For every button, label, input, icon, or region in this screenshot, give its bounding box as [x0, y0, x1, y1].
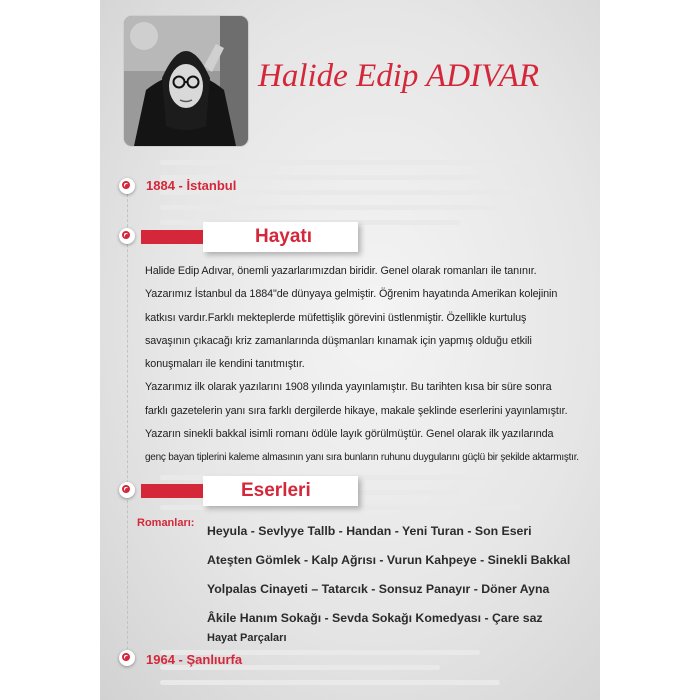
section-title: Hayatı [255, 226, 313, 247]
death-date: 1964 - Şanlıurfa [146, 652, 243, 667]
biography-line: farklı gazetelerin yanı sıra farklı dergilerde hikaye, makale şeklinde eserlerini yayınlamıştır. [145, 404, 568, 417]
novels-label: Romanları: [137, 517, 195, 529]
biography-line: Halide Edip Adıvar, önemli yazarlarımızdan biridir. Genel olarak romanları ile tanınır. [145, 265, 537, 277]
location-pin-icon [119, 650, 135, 666]
novels-line: Ateşten Gömlek - Kalp Ağrısı - Vurun Kahpeye - Sinekli Bakkal [207, 553, 571, 567]
location-pin-icon [119, 178, 135, 194]
timeline-line [127, 184, 128, 654]
birth-date: 1884 - İstanbul [146, 178, 237, 193]
biography-line: Yazarın sinekli bakkal isimli romanı ödüle layık görülmüştür. Genel olarak ilk yazılarında [145, 428, 554, 441]
biography-line: genç bayan tiplerini kaleme almasının yanı sıra bunların ruhunu duygularını güçlü bir şekilde aktarmıştır. [145, 452, 579, 464]
page-title: Halide Edip ADIVAR [258, 58, 540, 94]
biography-line: savaşının çıkacağı kriz zamanlarında düşmanları kınamak için yapmış olduğu etkili [145, 334, 532, 347]
location-pin-icon [119, 228, 135, 244]
novels-line: Yolpalas Cinayeti – Tatarcık - Sonsuz Panayır - Döner Ayna [207, 582, 550, 596]
novels-list [207, 517, 570, 633]
biography-line: Yazarımız ilk olarak yazılarını 1908 yılında yayınlamıştır. Bu tarihten kısa bir süre sonra [145, 381, 552, 394]
biography-line: konuşmaları ile kendini tanıtmıştır. [145, 358, 305, 371]
section-heading-life [203, 222, 358, 252]
section-title: Eserleri [241, 480, 311, 501]
author-portrait [123, 15, 249, 147]
biography-text [145, 260, 587, 470]
novels-line: Heyula - Sevlyye Tallb - Handan - Yeni Turan - Son Eseri [207, 524, 532, 538]
section-heading-works [203, 476, 358, 506]
novels-line: Hayat Parçaları [207, 632, 287, 644]
biography-line: Yazarımız İstanbul da 1884"de dünyaya gelmiştir. Öğrenim hayatında Amerikan kolejinin [145, 288, 558, 301]
novels-line: Âkile Hanım Sokağı - Sevda Sokağı Komedyası - Çare saz [207, 611, 543, 625]
location-pin-icon [119, 482, 135, 498]
biography-line: katkısı vardır.Farklı mekteplerde müfettişlik görevini üstlenmiştir. Özellikle kurtuluş [145, 311, 527, 324]
